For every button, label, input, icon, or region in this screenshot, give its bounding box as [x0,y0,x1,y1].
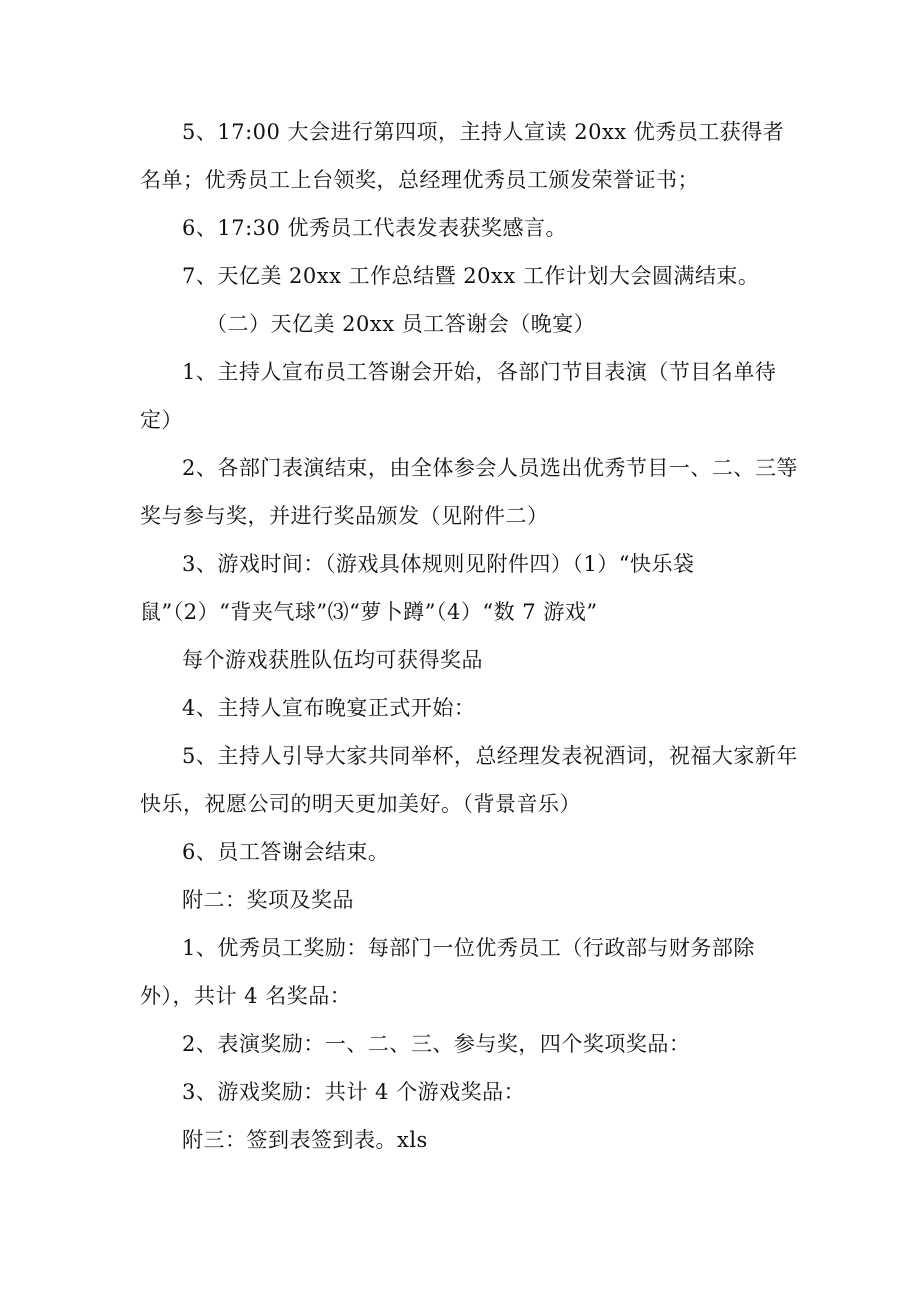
section-heading-banquet: （二）天亿美 20xx 员工答谢会（晚宴） [206,312,596,336]
paragraph-meeting-item-7: 7、天亿美 20xx 工作总结暨 20xx 工作计划大会圆满结束。 [182,264,760,288]
paragraph-award-item-3: 3、游戏奖励：共计 4 个游戏奖品： [182,1080,526,1104]
paragraph-award-item-1: 1、优秀员工奖励：每部门一位优秀员工（行政部与财务部除外），共计 4 名奖品： [140,936,755,1008]
paragraph-award-item-2: 2、表演奖励：一、二、三、参与奖，四个奖项奖品： [182,1032,691,1056]
paragraph-banquet-item-5: 5、主持人引导大家共同举杯，总经理发表祝酒词，祝福大家新年快乐，祝愿公司的明天更加美好。（背景音乐） [140,744,798,816]
document-body [140,108,800,1164]
paragraph-meeting-item-6: 6、17:30 优秀员工代表发表获奖感言。 [182,216,568,240]
paragraph-meeting-item-5: 5、17:00 大会进行第四项，主持人宣读 20xx 优秀员工获得者名单；优秀员工上台领奖，总经理优秀员工颁发荣誉证书； [140,120,785,192]
paragraph-banquet-item-4: 4、主持人宣布晚宴正式开始： [182,696,476,720]
paragraph-banquet-item-6: 6、员工答谢会结束。 [182,840,390,864]
paragraph-banquet-item-2: 2、各部门表演结束，由全体参会人员选出优秀节目一、二、三等奖与参与奖，并进行奖品颁发（见附件二） [140,456,798,528]
paragraph-banquet-item-3: 3、游戏时间：（游戏具体规则见附件四）（1）“快乐袋鼠”（2）“背夹气球”⑶“萝卜蹲”（4）“数 7 游戏” [140,552,695,624]
section-heading-appendix-3: 附三：签到表签到表。xls [182,1128,428,1152]
paragraph-banquet-item-1: 1、主持人宣布员工答谢会开始，各部门节目表演（节目名单待定） [140,360,777,432]
paragraph-game-prize-note: 每个游戏获胜队伍均可获得奖品 [182,648,483,672]
section-heading-appendix-2: 附二：奖项及奖品 [182,888,354,912]
